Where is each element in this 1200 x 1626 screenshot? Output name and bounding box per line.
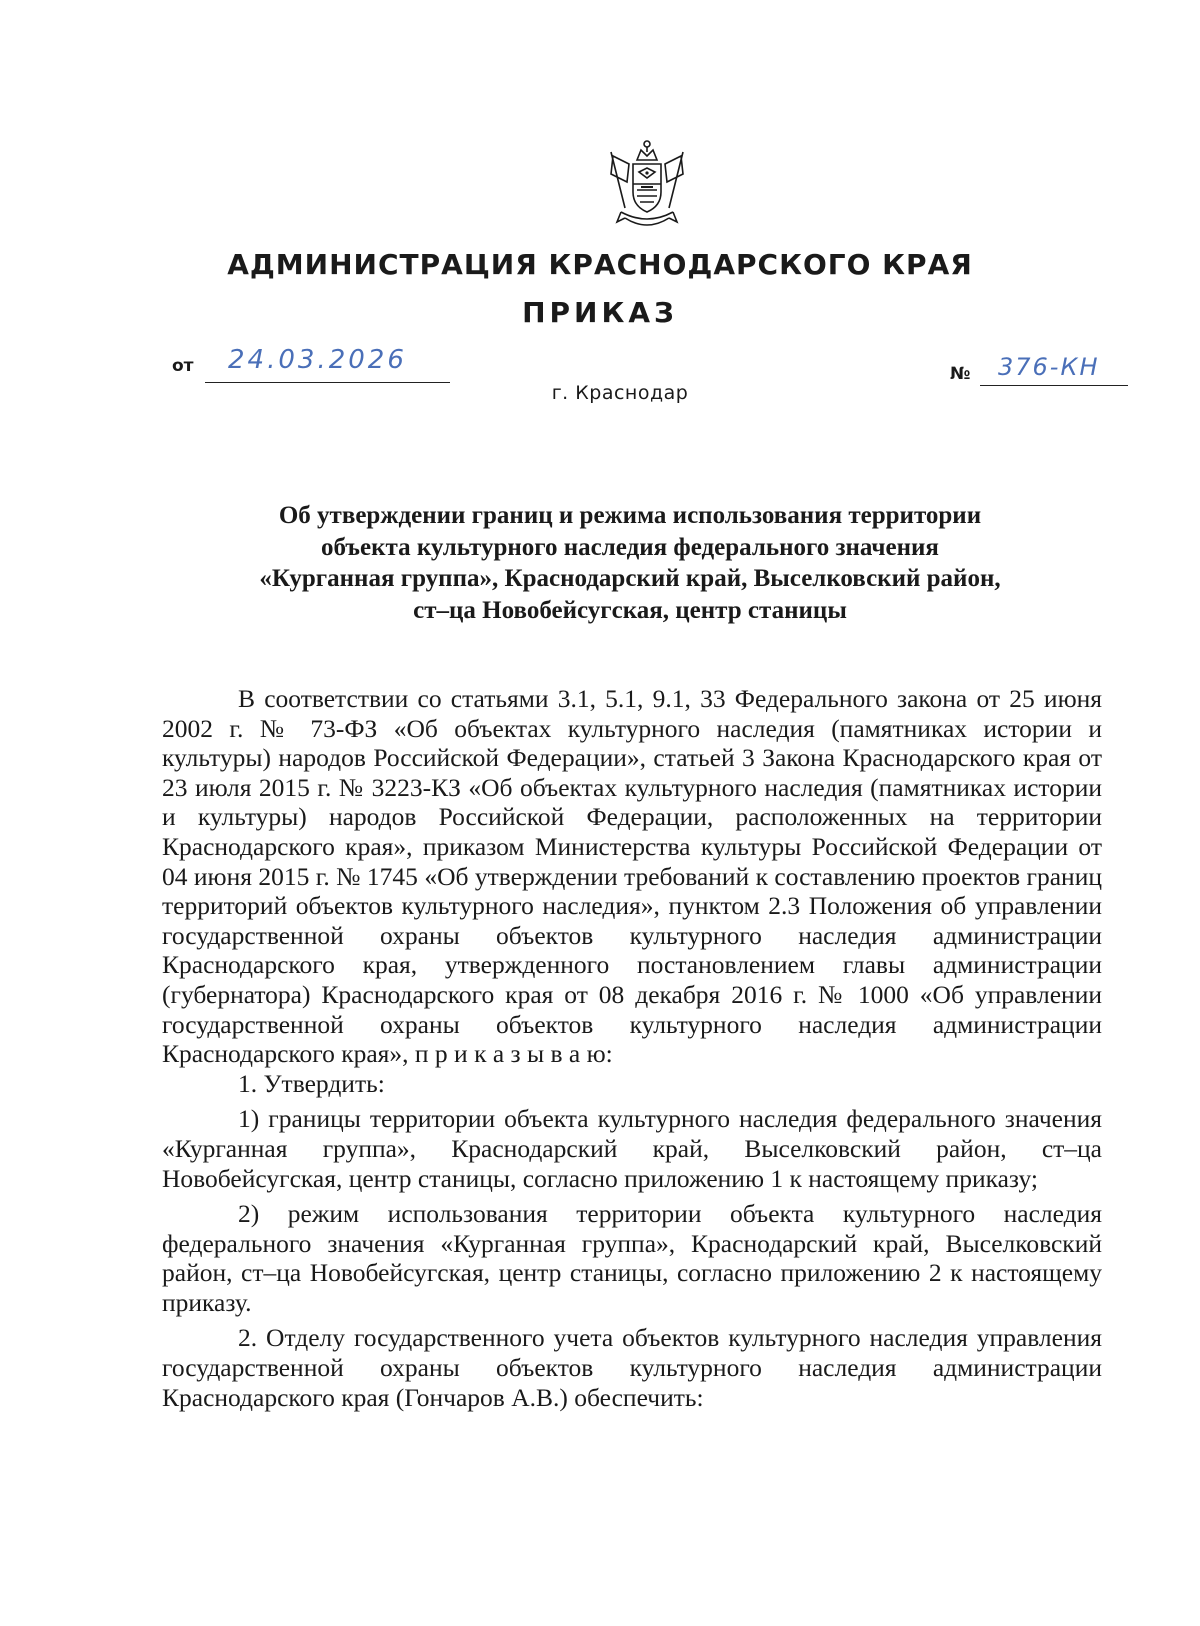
title-line: ст–ца Новобейсугская, центр станицы [413,596,847,624]
coat-of-arms-icon [607,138,687,234]
handwritten-number: 376-КН [998,353,1100,381]
document-title [190,500,1070,626]
preamble-text: В соответствии со статьями 3.1, 5.1, 9.1, 33 Федерального закона от 25 июня 2002 г. № 73-ФЗ «Об объектах культурного наследия (памятниках истории и культуры) народов Российской Федерации», статьей 3 Закона Краснодарского края от 23 июля 2015 г. № 3223-КЗ «Об объектах культурного наследия (памятниках истории и культуры) народов Российской Федерации, расположенных на территории Краснодарского края», приказом Министерства культуры Российской Федерации от 04 июня 2015 г. № 1745 «Об утверждении требований к составлению проектов границ территорий объектов культурного наследия», пунктом 2.3 Положения об управлении государственной охраны объектов культурного наследия администрации Краснодарского края, утвержденного постановлением главы администрации (губернатора) Краснодарского края от 08 декабря 2016 г. № 1000 «Об управлении государственной охраны объектов культурного наследия администрации Краснодарского края», [162,684,1102,1069]
title-line: Об утверждении границ и режима использования территории [278,502,982,529]
city-name: г. Краснодар [551,382,689,404]
title-line: объекта культурного наследия федерального значения [321,533,939,561]
number-label: № [950,364,971,384]
item-1: 1. Утвердить: [238,1068,385,1098]
handwritten-date: 24.03.2026 [228,345,407,375]
document-type: ПРИКАЗ [522,296,678,329]
item-1-2: 2) режим использования территории объекта культурного наследия федерального значения «Курганная группа», Краснодарский край, Выселковский район, ст–ца Новобейсугская, центр станицы, согласно приложению 2 к настоящему приказу. [162,1199,1102,1317]
preamble-paragraph [162,684,1102,1069]
title-line: «Курганная группа», Краснодарский край, Выселковский район, [259,565,1001,592]
organization-name: АДМИНИСТРАЦИЯ КРАСНОДАРСКОГО КРАЯ [227,248,973,281]
document-body [162,684,1102,1412]
item-2: 2. Отделу государственного учета объектов культурного наследия управления государственной охраны объектов культурного наследия администрации Краснодарского края (Гончаров А.В.) обеспечить: [162,1323,1102,1412]
date-label: от [172,356,194,376]
item-1-1: 1) границы территории объекта культурного наследия федерального значения «Курганная группа», Краснодарский край, Выселковский район, ст–ца Новобейсугская, центр станицы, согласно приложению 1 к настоящему приказу; [162,1104,1102,1193]
order-word: п р и к а з ы в а ю: [414,1039,613,1069]
